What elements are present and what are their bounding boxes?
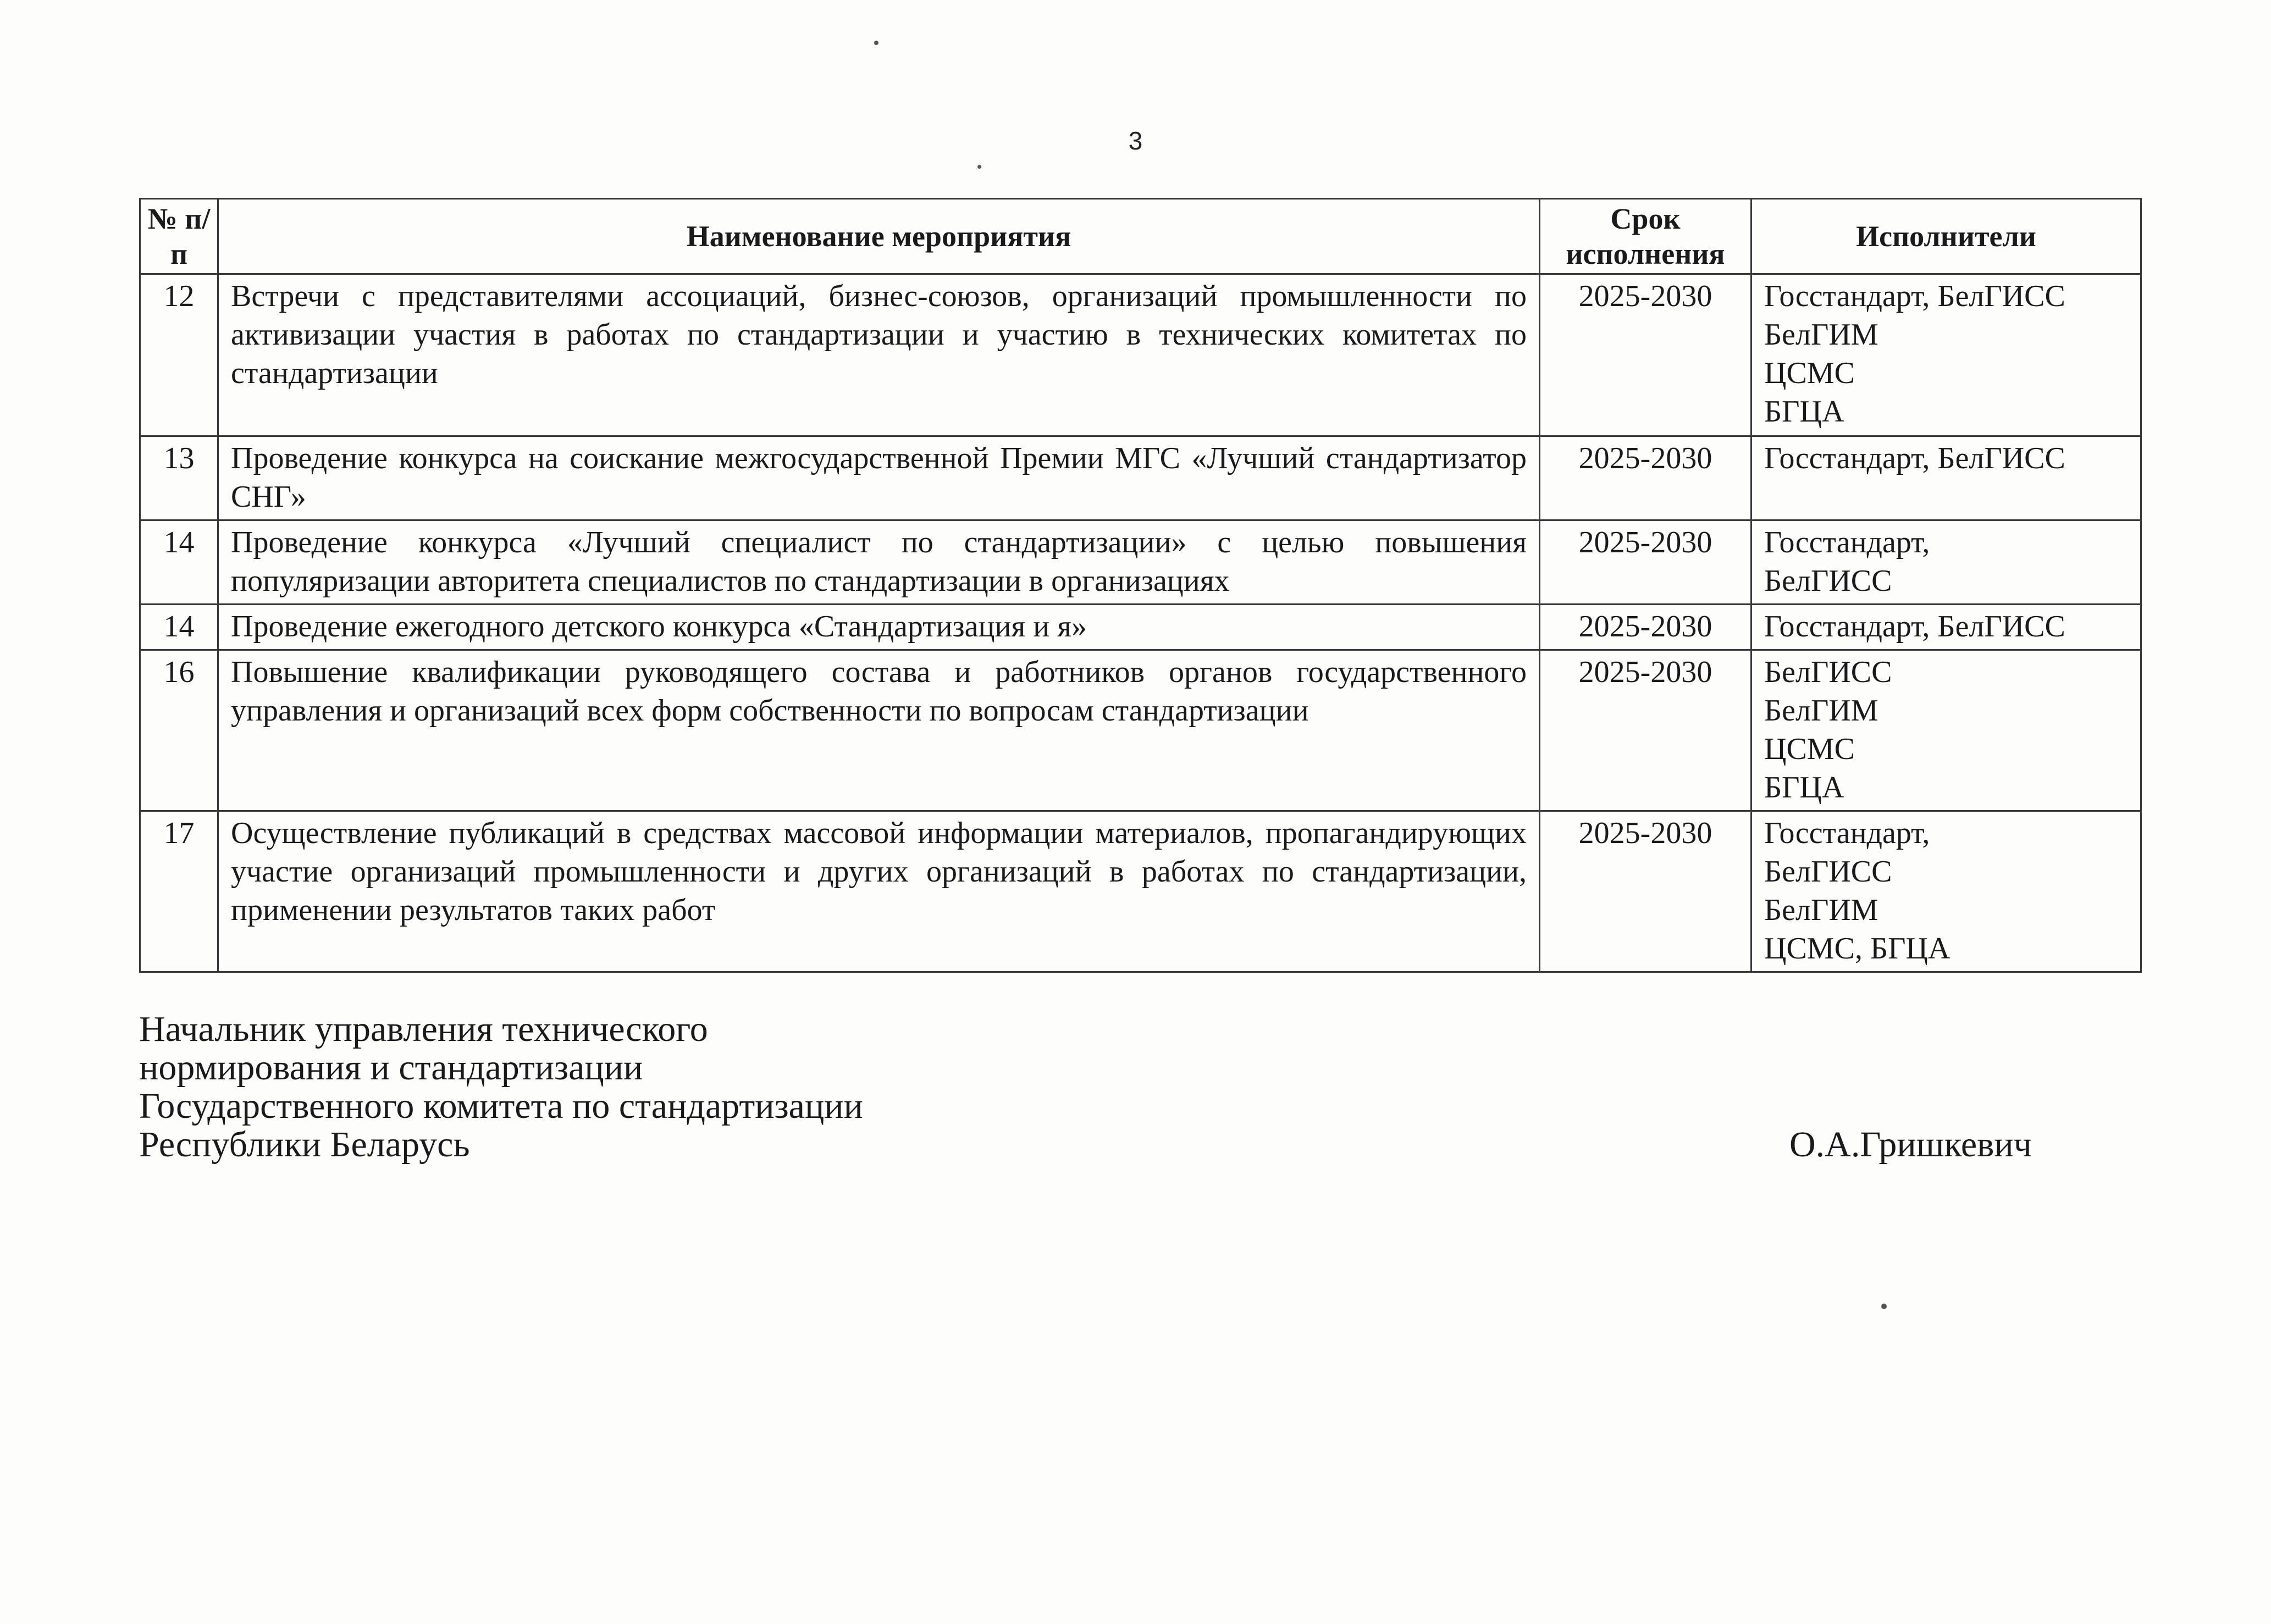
- executor: Госстандарт, БелГИСС: [1764, 441, 2065, 475]
- executor: Госстандарт, БелГИСС: [1764, 279, 2065, 313]
- executor: БелГИСС: [1764, 855, 1892, 889]
- measure-executors: [1751, 520, 2141, 605]
- scan-speck: [874, 41, 878, 45]
- measure-name: Проведение ежегодного детского конкурса «Стандартизация и я»: [218, 605, 1540, 650]
- measure-executors: [1751, 605, 2141, 650]
- page-number: 3: [1128, 126, 1143, 155]
- measure-name: Проведение конкурса на соискание межгосударственной Премии МГС «Лучший стандартизатор СНГ»: [218, 436, 1540, 520]
- table-row: [140, 274, 2141, 436]
- measure-name: Проведение конкурса «Лучший специалист по стандартизации» с целью повышения популяризации авторитета специалистов по стандартизации в организациях: [218, 520, 1540, 605]
- measure-term: 2025-2030: [1540, 605, 1751, 650]
- table-row: [140, 605, 2141, 650]
- measure-name: Повышение квалификации руководящего состава и работников органов государственного управления и организаций всех форм собственности по вопросам стандартизации: [218, 650, 1540, 811]
- executor: БелГИСС: [1764, 655, 1892, 689]
- executor: БелГИМ: [1764, 893, 1878, 927]
- measure-term: 2025-2030: [1540, 436, 1751, 520]
- executor: БелГИМ: [1764, 694, 1878, 728]
- executor: Госстандарт,: [1764, 525, 1930, 559]
- table-row: [140, 436, 2141, 520]
- header-term: Срок исполнения: [1540, 199, 1751, 274]
- signatory-position: [139, 1010, 863, 1164]
- executor: БелГИМ: [1764, 318, 1878, 352]
- measure-term: 2025-2030: [1540, 650, 1751, 811]
- executor: БелГИСС: [1764, 564, 1892, 598]
- measure-name: Осуществление публикаций в средствах массовой информации материалов, пропагандирующих участие организаций промышленности и других организаций в работах по стандартизации, применении результатов таких работ: [218, 811, 1540, 972]
- measure-executors: [1751, 811, 2141, 972]
- measure-term: 2025-2030: [1540, 520, 1751, 605]
- measure-executors: [1751, 274, 2141, 436]
- executor: БГЦА: [1764, 395, 1844, 429]
- signatory-position-line: нормирования и стандартизации: [139, 1047, 643, 1088]
- executor: Госстандарт,: [1764, 816, 1930, 850]
- measure-executors: [1751, 436, 2141, 520]
- row-number: 16: [140, 650, 218, 811]
- header-name: Наименование мероприятия: [218, 199, 1540, 274]
- row-number: 12: [140, 274, 218, 436]
- table-row: [140, 520, 2141, 605]
- header-executors: Исполнители: [1751, 199, 2141, 274]
- executor: ЦСМС, БГЦА: [1764, 932, 1950, 966]
- table-header-row: [140, 199, 2141, 274]
- row-number: 13: [140, 436, 218, 520]
- row-number: 17: [140, 811, 218, 972]
- row-number: 14: [140, 605, 218, 650]
- executor: БГЦА: [1764, 771, 1844, 805]
- scan-speck: [1881, 1304, 1887, 1309]
- executor: Госстандарт, БелГИСС: [1764, 609, 2065, 644]
- measure-term: 2025-2030: [1540, 274, 1751, 436]
- header-num: № п/п: [140, 199, 218, 274]
- measures-table: [139, 198, 2142, 973]
- table-row: [140, 650, 2141, 811]
- measure-name: Встречи с представителями ассоциаций, бизнес-союзов, организаций промышленности по активизации участия в работах по стандартизации и участию в технических комитетах по стандартизации: [218, 274, 1540, 436]
- row-number: 14: [140, 520, 218, 605]
- measure-executors: [1751, 650, 2141, 811]
- measure-term: 2025-2030: [1540, 811, 1751, 972]
- signatory-position-line: Республики Беларусь: [139, 1124, 470, 1165]
- executor: ЦСМС: [1764, 356, 1855, 390]
- table-row: [140, 811, 2141, 972]
- signatory-position-line: Начальник управления технического: [139, 1009, 708, 1049]
- executor: ЦСМС: [1764, 732, 1855, 766]
- signatory-position-line: Государственного комитета по стандартизации: [139, 1086, 863, 1126]
- scan-speck: [977, 165, 981, 169]
- signatory-name: О.А.Гришкевич: [1789, 1124, 2032, 1165]
